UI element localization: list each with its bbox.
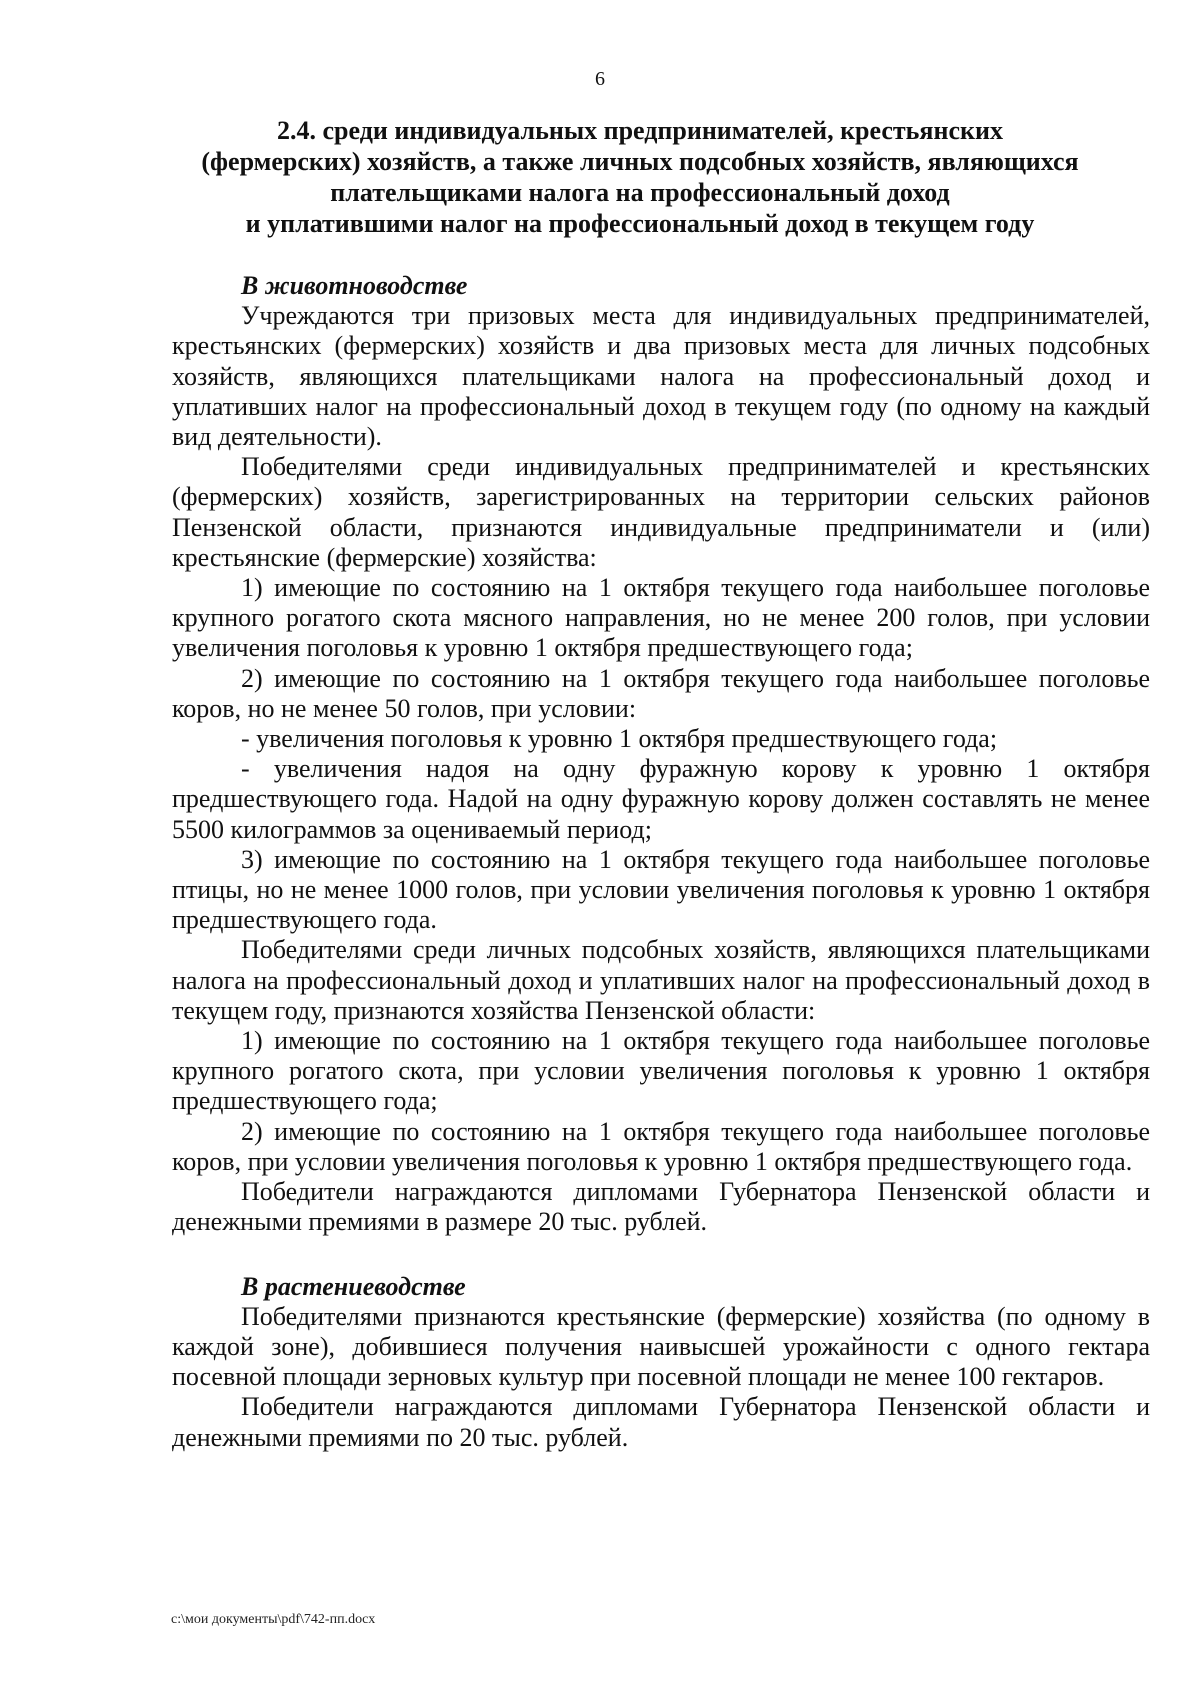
- title-line: 2.4. среди индивидуальных предпринимателей, крестьянских: [277, 116, 1003, 145]
- list-item: 3) имеющие по состоянию на 1 октября текущего года наибольшее поголовье птицы, но не менее 1000 голов, при условии увеличения поголовья к уровню 1 октября предшествующего года.: [172, 844, 1150, 935]
- page-number: 6: [595, 68, 605, 90]
- list-item: 2) имеющие по состоянию на 1 октября текущего года наибольшее поголовье коров, но не менее 50 голов, при условии:: [172, 663, 1150, 723]
- paragraph: Победителями среди личных подсобных хозяйств, являющихся плательщиками налога на профессиональный доход и уплативших налог на профессиональный доход в текущем году, признаются хозяйства Пензенской области:: [172, 935, 1150, 1025]
- title-line: плательщиками налога на профессиональный доход: [330, 178, 950, 207]
- paragraph: Победителями признаются крестьянские (фермерские) хозяйства (по одному в каждой зоне), добившиеся получения наивысшей урожайности с одного гектара посевной площади зерновых культур при посевной площади не менее 100 гектаров.: [172, 1301, 1150, 1392]
- title-line: (фермерских) хозяйств, а также личных подсобных хозяйств, являющихся: [201, 147, 1079, 176]
- file-path-footer: c:\мои документы\pdf\742-пп.docx: [171, 1612, 376, 1627]
- document-body: [172, 271, 1150, 1453]
- sub-list-item: - увеличения поголовья к уровню 1 октября предшествующего года;: [241, 724, 998, 754]
- subsection-heading-crops: В растениеводстве: [241, 1271, 466, 1301]
- list-item: 1) имеющие по состоянию на 1 октября текущего года наибольшее поголовье крупного рогатого скота, при условии увеличения поголовья к уровню 1 октября предшествующего года;: [172, 1026, 1150, 1116]
- list-item: 2) имеющие по состоянию на 1 октября текущего года наибольшее поголовье коров, при условии увеличения поголовья к уровню 1 октября предшествующего года.: [172, 1116, 1150, 1176]
- title-line: и уплатившими налог на профессиональный доход в текущем году: [245, 209, 1035, 238]
- paragraph: Победители награждаются дипломами Губернатора Пензенской области и денежными премиями по 20 тыс. рублей.: [172, 1392, 1150, 1452]
- sub-list-item: - увеличения надоя на одну фуражную корову к уровню 1 октября предшествующего года. Надой на одну фуражную корову должен составлять не менее 5500 килограммов за оцениваемый период;: [172, 754, 1150, 844]
- paragraph: Учреждаются три призовых места для индивидуальных предпринимателей, крестьянских (фермерских) хозяйств и два призовых места для личных подсобных хозяйств, являющихся плательщиками налога на профессиональный доход и уплативших налог на профессиональный доход в текущем году (по одному на каждый вид деятельности).: [172, 301, 1150, 452]
- section-spacer: [172, 1238, 1150, 1272]
- section-title: [160, 115, 1120, 239]
- paragraph: Победители награждаются дипломами Губернатора Пензенской области и денежными премиями в размере 20 тыс. рублей.: [172, 1177, 1150, 1237]
- subsection-heading-livestock: В животноводстве: [241, 271, 468, 300]
- paragraph: Победителями среди индивидуальных предпринимателей и крестьянских (фермерских) хозяйств, зарегистрированных на территории сельских районов Пензенской области, признаются индивидуальные предприниматели и (или) крестьянские (фермерские) хозяйства:: [172, 452, 1150, 572]
- list-item: 1) имеющие по состоянию на 1 октября текущего года наибольшее поголовье крупного рогатого скота мясного направления, но не менее 200 голов, при условии увеличения поголовья к уровню 1 октября предшествующего года;: [172, 573, 1150, 663]
